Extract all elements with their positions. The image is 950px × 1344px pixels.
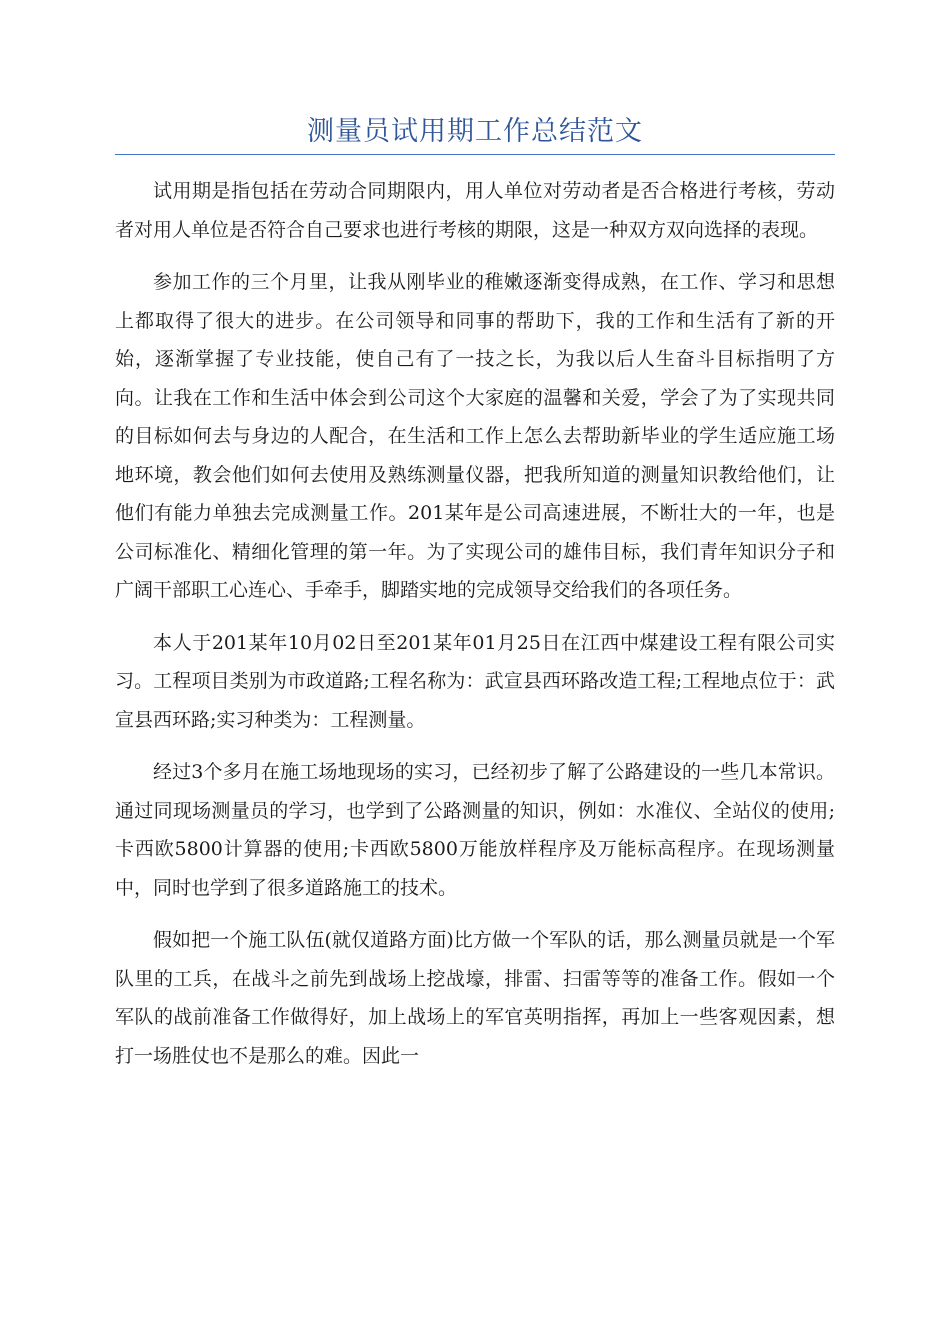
paragraph-three-months-growth: 参加工作的三个月里，让我从刚毕业的稚嫩逐渐变得成熟，在工作、学习和思想上都取得了很大的进步。在公司领导和同事的帮助下，我的工作和生活有了新的开始，逐渐掌握了专业技能，使自己有了一技之长，为我以后人生奋斗目标指明了方向。让我在工作和生活中体会到公司这个大家庭的温馨和关爱，学会了为了实现共同的目标如何去与身边的人配合，在生活和工作上怎么去帮助新毕业的学生适应施工场地环境，教会他们如何去使用及熟练测量仪器，把我所知道的测量知识教给他们，让他们有能力单独去完成测量工作。201某年是公司高速进展，不断壮大的一年，也是公司标准化、精细化管理的第一年。为了实现公司的雄伟目标，我们青年知识分子和广阔干部职工心连心、手牵手，脚踏实地的完成领导交给我们的各项任务。 — [115, 271, 835, 601]
document-body — [115, 172, 835, 1089]
document-title: 测量员试用期工作总结范文 — [307, 116, 643, 147]
paragraph-field-learning: 经过3个多月在施工场地现场的实习，已经初步了解了公路建设的一些几本常识。通过同现场测量员的学习，也学到了公路测量的知识，例如：水准仪、全站仪的使用;卡西欧5800计算器的使用;卡西欧5800万能放样程序及万能标高程序。在现场测量中，同时也学到了很多道路施工的技术。 — [115, 761, 835, 899]
paragraph-army-analogy: 假如把一个施工队伍(就仅道路方面)比方做一个军队的话，那么测量员就是一个军队里的工兵，在战斗之前先到战场上挖战壕，排雷、扫雷等等的准备工作。假如一个军队的战前准备工作做得好，加上战场上的军官英明指挥，再加上一些客观因素，想打一场胜仗也不是那么的难。因此一 — [115, 929, 835, 1067]
paragraph-internship-details: 本人于201某年10月02日至201某年01月25日在江西中煤建设工程有限公司实习。工程项目类别为市政道路;工程名称为：武宣县西环路改造工程;工程地点位于：武宣县西环路;实习种类为：工程测量。 — [115, 631, 835, 731]
paragraph-probation-definition: 试用期是指包括在劳动合同期限内，用人单位对劳动者是否合格进行考核，劳动者对用人单位是否符合自己要求也进行考核的期限，这是一种双方双向选择的表现。 — [115, 180, 835, 241]
title-underline — [115, 154, 835, 155]
